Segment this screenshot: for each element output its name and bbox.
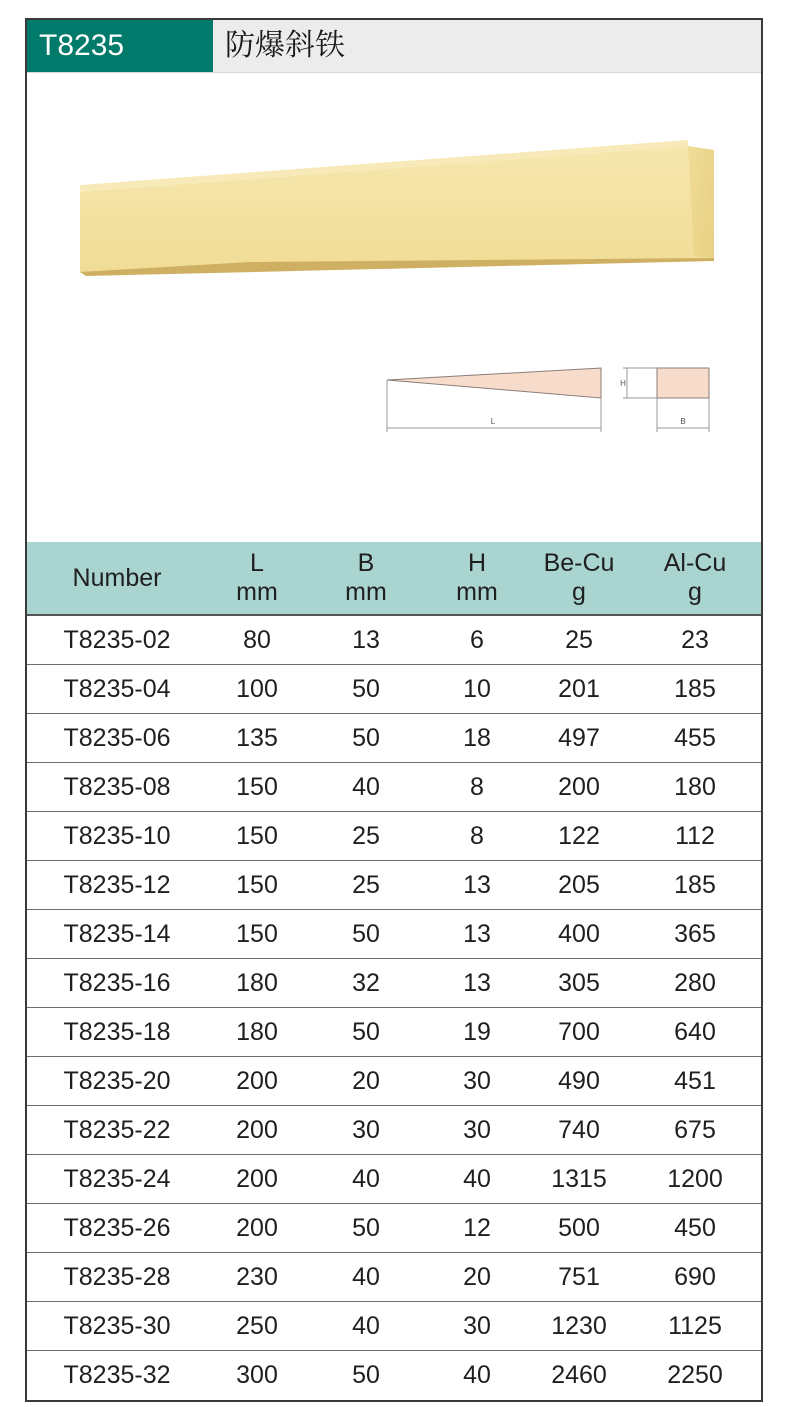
cell-number: T8235-14 bbox=[27, 910, 207, 959]
cell-number: T8235-22 bbox=[27, 1106, 207, 1155]
cell-becu-weight: 122 bbox=[529, 812, 629, 861]
cell-width: 40 bbox=[307, 1253, 425, 1302]
cell-alcu-weight: 455 bbox=[629, 714, 761, 763]
wedge-side-view bbox=[387, 368, 601, 398]
cell-becu-weight: 205 bbox=[529, 861, 629, 910]
cell-width: 25 bbox=[307, 812, 425, 861]
col-header-alcu: Al-Cu g bbox=[629, 542, 761, 615]
cell-width: 40 bbox=[307, 1155, 425, 1204]
cell-height: 18 bbox=[425, 714, 529, 763]
col-header-length: L mm bbox=[207, 542, 307, 615]
cell-becu-weight: 740 bbox=[529, 1106, 629, 1155]
height-label: H bbox=[620, 379, 626, 388]
table-row bbox=[27, 959, 761, 1008]
cell-becu-weight: 305 bbox=[529, 959, 629, 1008]
cell-length: 150 bbox=[207, 910, 307, 959]
table-row bbox=[27, 1351, 761, 1400]
cell-height: 6 bbox=[425, 615, 529, 665]
table-row bbox=[27, 1204, 761, 1253]
table-row bbox=[27, 1106, 761, 1155]
cell-alcu-weight: 23 bbox=[629, 615, 761, 665]
wedge-photo bbox=[80, 130, 720, 280]
cell-width: 32 bbox=[307, 959, 425, 1008]
table-row bbox=[27, 861, 761, 910]
cell-alcu-weight: 1125 bbox=[629, 1302, 761, 1351]
wedge-end-view bbox=[657, 368, 709, 398]
cell-height: 40 bbox=[425, 1155, 529, 1204]
cell-becu-weight: 500 bbox=[529, 1204, 629, 1253]
cell-height: 13 bbox=[425, 861, 529, 910]
cell-length: 230 bbox=[207, 1253, 307, 1302]
cell-becu-weight: 1230 bbox=[529, 1302, 629, 1351]
cell-alcu-weight: 690 bbox=[629, 1253, 761, 1302]
cell-alcu-weight: 1200 bbox=[629, 1155, 761, 1204]
col-header-becu: Be-Cu g bbox=[529, 542, 629, 615]
col-header-height: H mm bbox=[425, 542, 529, 615]
cell-height: 30 bbox=[425, 1057, 529, 1106]
table-row bbox=[27, 812, 761, 861]
table-row bbox=[27, 1155, 761, 1204]
table-header-row bbox=[27, 542, 761, 615]
cell-length: 150 bbox=[207, 763, 307, 812]
cell-length: 150 bbox=[207, 861, 307, 910]
cell-width: 13 bbox=[307, 615, 425, 665]
table-body bbox=[27, 615, 761, 1399]
cell-number: T8235-04 bbox=[27, 665, 207, 714]
col-header-number: Number bbox=[27, 542, 207, 615]
cell-alcu-weight: 450 bbox=[629, 1204, 761, 1253]
cell-alcu-weight: 451 bbox=[629, 1057, 761, 1106]
cell-height: 19 bbox=[425, 1008, 529, 1057]
cell-width: 50 bbox=[307, 1204, 425, 1253]
cell-number: T8235-28 bbox=[27, 1253, 207, 1302]
cell-alcu-weight: 365 bbox=[629, 910, 761, 959]
cell-height: 12 bbox=[425, 1204, 529, 1253]
cell-length: 200 bbox=[207, 1155, 307, 1204]
cell-number: T8235-10 bbox=[27, 812, 207, 861]
cell-becu-weight: 490 bbox=[529, 1057, 629, 1106]
cell-length: 150 bbox=[207, 812, 307, 861]
cell-width: 50 bbox=[307, 1351, 425, 1400]
cell-length: 180 bbox=[207, 959, 307, 1008]
cell-becu-weight: 400 bbox=[529, 910, 629, 959]
table-row bbox=[27, 763, 761, 812]
cell-alcu-weight: 112 bbox=[629, 812, 761, 861]
cell-becu-weight: 200 bbox=[529, 763, 629, 812]
cell-number: T8235-24 bbox=[27, 1155, 207, 1204]
cell-number: T8235-12 bbox=[27, 861, 207, 910]
cell-height: 13 bbox=[425, 910, 529, 959]
cell-length: 135 bbox=[207, 714, 307, 763]
header-bar bbox=[27, 20, 761, 73]
cell-width: 50 bbox=[307, 665, 425, 714]
cell-alcu-weight: 185 bbox=[629, 861, 761, 910]
table-row bbox=[27, 615, 761, 665]
product-title: 防爆斜铁 bbox=[225, 28, 345, 63]
cell-alcu-weight: 280 bbox=[629, 959, 761, 1008]
cell-width: 20 bbox=[307, 1057, 425, 1106]
cell-length: 200 bbox=[207, 1106, 307, 1155]
cell-number: T8235-16 bbox=[27, 959, 207, 1008]
cell-number: T8235-18 bbox=[27, 1008, 207, 1057]
cell-becu-weight: 1315 bbox=[529, 1155, 629, 1204]
cell-height: 30 bbox=[425, 1106, 529, 1155]
cell-number: T8235-26 bbox=[27, 1204, 207, 1253]
cell-length: 180 bbox=[207, 1008, 307, 1057]
cell-length: 300 bbox=[207, 1351, 307, 1400]
cell-alcu-weight: 180 bbox=[629, 763, 761, 812]
table-row bbox=[27, 1057, 761, 1106]
cell-becu-weight: 497 bbox=[529, 714, 629, 763]
width-label: B bbox=[680, 417, 686, 426]
table-row bbox=[27, 1302, 761, 1351]
cell-number: T8235-06 bbox=[27, 714, 207, 763]
table-row bbox=[27, 1008, 761, 1057]
cell-width: 40 bbox=[307, 763, 425, 812]
cell-alcu-weight: 2250 bbox=[629, 1351, 761, 1400]
cell-number: T8235-20 bbox=[27, 1057, 207, 1106]
cell-width: 50 bbox=[307, 910, 425, 959]
cell-height: 20 bbox=[425, 1253, 529, 1302]
cell-height: 40 bbox=[425, 1351, 529, 1400]
cell-height: 13 bbox=[425, 959, 529, 1008]
table-row bbox=[27, 714, 761, 763]
spec-table bbox=[27, 542, 761, 1399]
cell-height: 8 bbox=[425, 812, 529, 861]
cell-length: 100 bbox=[207, 665, 307, 714]
col-header-width: B mm bbox=[307, 542, 425, 615]
cell-width: 30 bbox=[307, 1106, 425, 1155]
cell-height: 8 bbox=[425, 763, 529, 812]
cell-alcu-weight: 185 bbox=[629, 665, 761, 714]
cell-becu-weight: 201 bbox=[529, 665, 629, 714]
product-code: T8235 bbox=[27, 20, 213, 72]
cell-width: 50 bbox=[307, 714, 425, 763]
cell-number: T8235-08 bbox=[27, 763, 207, 812]
table-row bbox=[27, 910, 761, 959]
cell-becu-weight: 25 bbox=[529, 615, 629, 665]
cell-number: T8235-32 bbox=[27, 1351, 207, 1400]
table-row bbox=[27, 665, 761, 714]
cell-width: 50 bbox=[307, 1008, 425, 1057]
cell-height: 30 bbox=[425, 1302, 529, 1351]
cell-length: 250 bbox=[207, 1302, 307, 1351]
cell-becu-weight: 700 bbox=[529, 1008, 629, 1057]
cell-length: 80 bbox=[207, 615, 307, 665]
cell-length: 200 bbox=[207, 1204, 307, 1253]
table-row bbox=[27, 1253, 761, 1302]
product-card bbox=[25, 18, 763, 1402]
cell-width: 25 bbox=[307, 861, 425, 910]
cell-number: T8235-02 bbox=[27, 615, 207, 665]
cell-height: 10 bbox=[425, 665, 529, 714]
cell-alcu-weight: 640 bbox=[629, 1008, 761, 1057]
cell-length: 200 bbox=[207, 1057, 307, 1106]
length-label: L bbox=[490, 417, 496, 426]
cell-width: 40 bbox=[307, 1302, 425, 1351]
dimension-drawing bbox=[383, 362, 723, 442]
cell-becu-weight: 751 bbox=[529, 1253, 629, 1302]
cell-alcu-weight: 675 bbox=[629, 1106, 761, 1155]
cell-number: T8235-30 bbox=[27, 1302, 207, 1351]
cell-becu-weight: 2460 bbox=[529, 1351, 629, 1400]
